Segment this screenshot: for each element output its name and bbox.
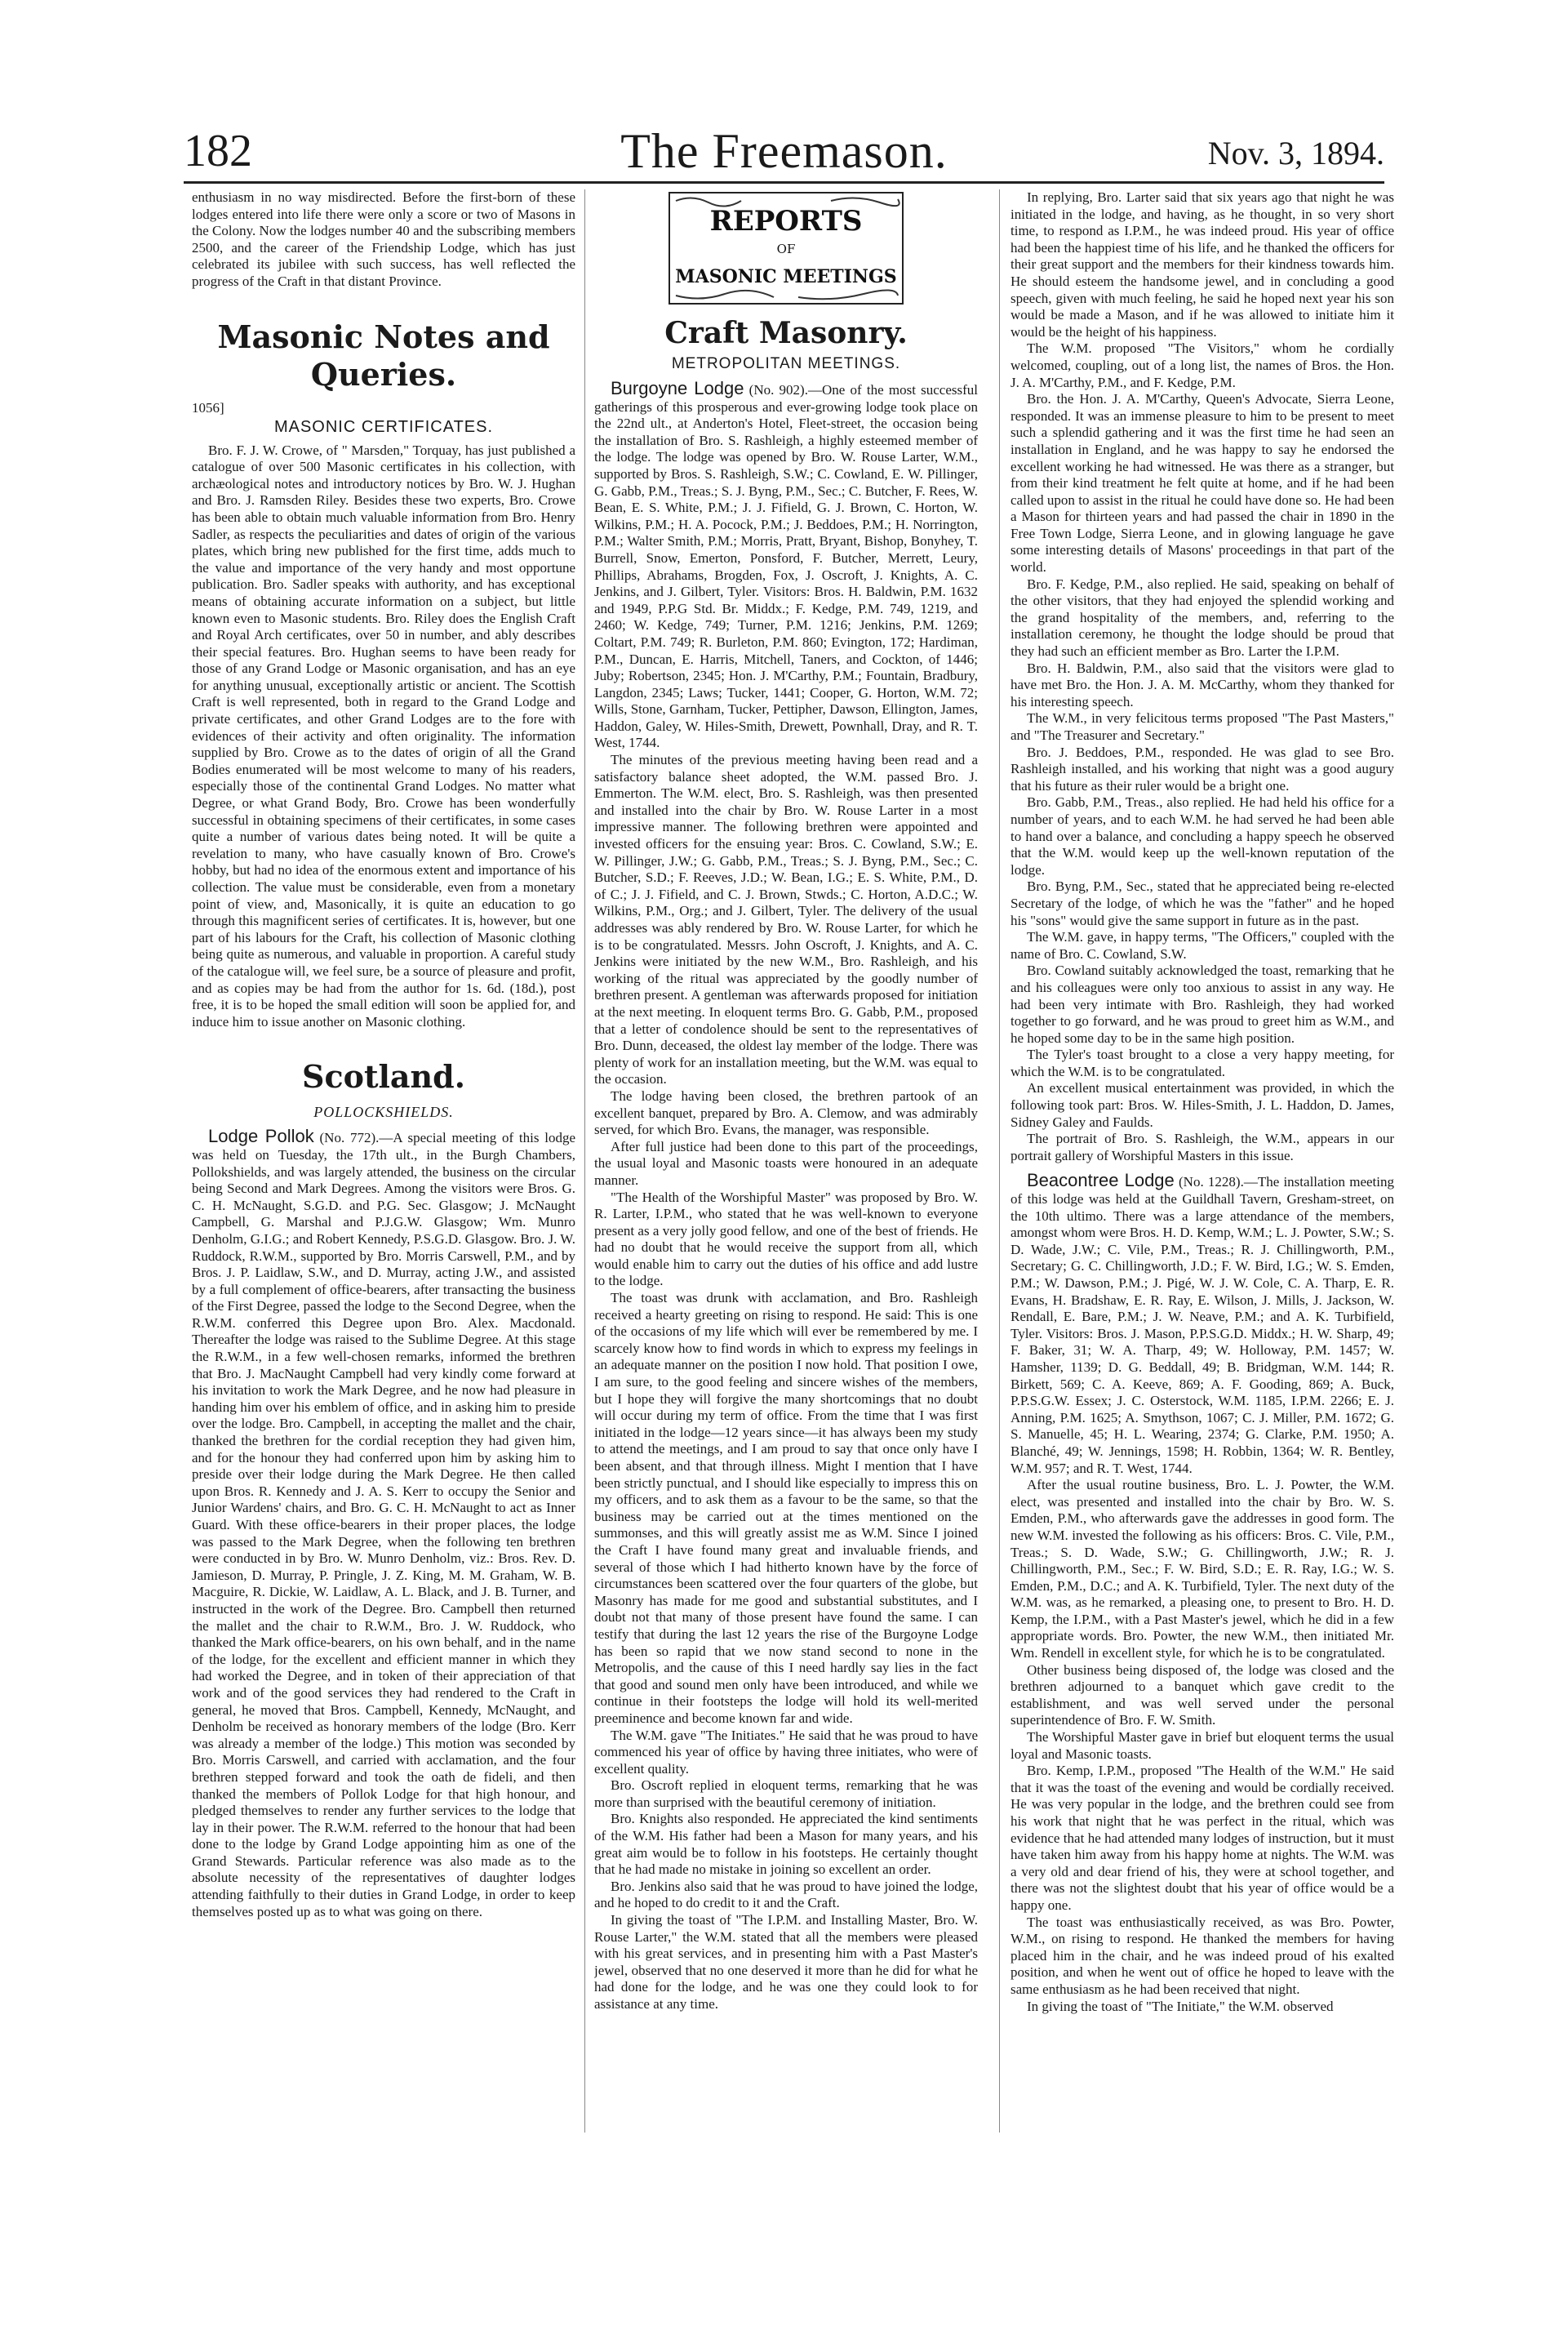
header-rule <box>184 181 1384 184</box>
article-text: (No. 772).—A special meeting of this lodge was held on Tuesday, the 17th ult., in the Burgh Chambers, Pollokshields, and was largely attended, the business on the circular being Second and Mark Degrees. Among the visitors were Bros. G. C. H. McNaught, S.G.D. and P.G. Sec. Glasgow; J. McNaught Campbell, G. Marshal and P.J.G.W. Glasgow; Wm. Munro Denholm, G.I.G.; and Robert Kennedy, P.S.G.D. Glasgow. Bro. J. W. Ruddock, R.W.M., supported by Bro. Morris Carswell, P.M., and by Bros. J. P. Laidlaw, S.W., and D. Murray, acting J.W., and assisted by a full complement of office-bearers, after transacting the business of the First Degree, passed the lodge to the Second Degree, when the R.W.M. conferred this Degree upon Bro. Alex. Macdonald. Thereafter the lodge was raised to the Sublime Degree. At this stage the R.W.M., in a few well-chosen remarks, informed the brethren that Bro. J. MacNaught Campbell had very kindly come forward at his invitation to work the Mark Degree, and he now had pleasure in handing him over his emblem of office, and in asking him to preside over the lodge. Bro. Campbell, in accepting the mallet and the chair, thanked the brethren for the cordial reception they had given him, and for the honour they had conferred upon him by asking him to preside over their lodge during the Mark Degree. He then called upon Bros. R. Kennedy and J. A. S. Kerr to occupy the Senior and Junior Wardens' chairs, and Bro. G. C. H. McNaught to act as Inner Guard. With these office-bearers in their proper places, the lodge was passed to the Mark Degree, when the following ten brethren were conducted in by Bro. W. Munro Denholm, viz.: Bros. Rev. D. Jamieson, D. Murray, P. Pringle, J. Z. King, M. M. Graham, W. B. Macguire, R. Dickie, W. Laidlaw, A. L. Black, and J. B. Turner, and instructed in the work of the Degree. Bro. Campbell then returned the mallet and the chair to R.W.M., Bro. J. W. Ruddock, who thanked the Mark office-bearers, on his own behalf, and in the name of the lodge, for the excellent and efficient manner in which they had worked the Degree, and in token of their appreciation of that work and of the good services they had rendered to the Craft in general, he moved that Bros. Campbell, Kennedy, McNaught, and Denholm be received as honorary members of the lodge (Bro. Kerr was already a member of the lodge.) This motion was seconded by Bro. Morris Carswell, and carried with acclamation, and the four brethren stepped forward and took the oath de fideli, and then thanked the members of Pollok Lodge for that high honour, and pledged themselves to render any further services to the lodge that lay in their power. The R.W.M. referred to the honour that had been done to the lodge by Grand Lodge appointing him as one of the Grand Stewards. Particular reference was also made as to the absolute necessity of the representatives of daughter lodges attending faithfully to their duties in Grand Lodge, in order to keep themselves posted up as to what was going on there. <box>192 1130 575 1919</box>
article-continuation: enthusiasm in no way misdirected. Before the first-born of these lodges entered into life there were only a score or two of Masons in the Colony. Now the lodges number 40 and the subscribing members 2500, and the career of the Friendship Lodge, which has just celebrated its jubilee with such success, has well reflected the progress of the Craft in that distant Province. <box>192 189 575 289</box>
article-paragraph: Bro. Kemp, I.P.M., proposed "The Health of the W.M." He said that it was the toast of the evening and would be cordially received. He was very popular in the lodge, and the brethren could see from his work that night that he was perfect in the ritual, which was evidence that he had attended many lodges of instruction, but it must have taken him away from his happy home at nights. The W.M. was a very old and dear friend of his, they were at school together, and there was not the slightest doubt that his year of office would be a happy one. <box>1011 1763 1394 1913</box>
article-paragraph: The W.M. gave "The Initiates." He said that he was proud to have commenced his year of office by having three initiates, who were of excellent quality. <box>594 1727 978 1777</box>
article-paragraph: In giving the toast of "The Initiate," the W.M. observed <box>1027 1998 1334 2014</box>
lodge-name: Lodge Pollok <box>208 1126 314 1147</box>
article-paragraph: Bro. F. J. W. Crowe, of " Marsden," Torquay, has just published a catalogue of over 500 Masonic certificates in his collection, with archæological notes and introductory notices by Bro. W. J. Hughan and Bro. J. Ramsden Riley. Besides these two experts, Bro. Crowe has been able to obtain much valuable information from Bro. Henry Sadler, as respects the peculiarities and dates of origin of the various plates, which bring new published for the first time, adds much to the value and importance of the very handy and most opportune publication. Bro. Sadler speaks with authority, and has exceptional means of obtaining accurate information on a subject, but little known even to Masonic students. Bro. Riley does the English Craft and Royal Arch certificates, over 50 in number, and ably describes their special features. Bro. Hughan seems to have been ready for those of any Grand Lodge or Masonic organisation, and has an eye for anything unusual, exceptionally artistic or ancient. The Scottish Craft is well represented, both in regard to the Grand Lodge and private certificates, and other Grand Lodges are to the fore with evidences of their activity and often originality. The information supplied by Bro. Crowe as to the dates of origin of all the Grand Bodies enumerated will be most welcome to many of his readers, especially those of the continental Grand Lodges. No matter what Degree, or what Grand Body, Bro. Crowe has been wonderfully successful in obtaining specimens of their certificates, in some cases quite a number of various dates being noted. It will be quite a revelation to many, who have casually known of Bro. Crowe's hobby, but had no idea of the enormous extent and importance of his collection. The value must be considerable, even from a monetary point of view, and, Masonically, it is quite an education to go through this magnificent series of certificates. It is, however, but one part of his labours for the Craft, his collection of Masonic clothing being quite as numerous, and valuable in proportion. A careful study of the catalogue will, we feel sure, be a source of pleasure and profit, and as copies may be had from the author for 1s. 6d. (18d.), post free, it is to be hoped the small edition will soon be applied for, and induce him to issue another on Masonic clothing. <box>192 442 575 1030</box>
column-divider <box>584 189 585 2133</box>
column-divider <box>999 189 1000 2133</box>
banner-word-reports: REPORTS <box>709 205 863 238</box>
place-heading-pollockshields: POLLOCKSHIELDS. <box>313 1104 454 1121</box>
column-2 <box>594 189 978 2149</box>
query-number: 1056] <box>192 399 224 416</box>
article-paragraph: In replying, Bro. Larter said that six years ago that night he was initiated in the lodge, and having, as he thought, in so very short time, to respond as I.P.M., he was indeed proud. His year of office had been the happiest time of his life, and he thanked the officers for their great support and the members for their kindness towards him. He should esteem the handsome jewel, and in concluding a good speech, given with much feeling, he said he hoped next year his son would be made a Mason, and if he was allowed to initiate him it would be the height of his happiness. <box>1011 189 1394 340</box>
article-paragraph: The toast was enthusiastically received, as was Bro. Powter, W.M., on rising to respond. He thanked the members for having placed him in the chair, and he was indeed proud of his exalted position, and when he went out of office he hoped to leave with the same enthusiasm as he had been received that night. <box>1011 1914 1394 1997</box>
article-paragraph: The Tyler's toast brought to a close a very happy meeting, for which the W.M. is to be congratulated. <box>1011 1047 1394 1079</box>
article-paragraph: Bro. F. Kedge, P.M., also replied. He said, speaking on behalf of the other visitors, that they had enjoyed the splendid working and the grand hospitality of the members, and, referring to the installation ceremony, he thought the lodge should be proud that they had such an efficient member as Bro. Larter the I.P.M. <box>1011 576 1394 660</box>
article-paragraph <box>1011 1172 1394 1477</box>
article-paragraph: The W.M. gave, in happy terms, "The Officers," coupled with the name of Bro. C. Cowland, S.W. <box>1011 929 1394 962</box>
article-paragraph: Bro. H. Baldwin, P.M., also said that the visitors were glad to have met Bro. the Hon. J. A. M. McCarthy, whom they thanked for his interesting speech. <box>1011 660 1394 709</box>
issue-date: Nov. 3, 1894. <box>1207 135 1384 171</box>
subsection-heading-metropolitan: METROPOLITAN MEETINGS. <box>671 355 901 372</box>
article-paragraph: The portrait of Bro. S. Rashleigh, the W.M., appears in our portrait gallery of Worshipful Masters in this issue. <box>1011 1131 1394 1163</box>
article-paragraph: The W.M. proposed "The Visitors," whom he cordially welcomed, coupling, out of a long list, the names of Bros. the Hon. J. A. M'Carthy, P.M., and F. Kedge, P.M. <box>1011 340 1394 390</box>
article-paragraph: Bro. Gabb, P.M., Treas., also replied. He had held his office for a number of years, and to each W.M. he had served he had been able to hand over a balance, and concluding a happy speech he observed that the W.M. would keep up the well-known reputation of the lodge. <box>1011 794 1394 878</box>
banner-word-masonic-meetings: MASONIC MEETINGS <box>675 266 897 287</box>
article-paragraph: Bro. Byng, P.M., Sec., stated that he appreciated being re-elected Secretary of the lodge, of which he was the "father" and he hoped his "sons" would give the same support in future as in the past. <box>1011 878 1394 928</box>
article-paragraph: Other business being disposed of, the lodge was closed and the brethren adjourned to a banquet which gave credit to the establishment, and was well served under the personal superintendence of Bro. F. W. Smith. <box>1011 1661 1394 1728</box>
lodge-name: Beacontree Lodge <box>1027 1170 1175 1191</box>
article-paragraph: Bro. the Hon. J. A. M'Carthy, Queen's Advocate, Sierra Leone, responded. It was an immense pleasure to him to be present to meet such a splendid gathering and it was the first time he had seen an installation in England, and he was happy to say he endorsed the excellent working he had witnessed. He was there as a stranger, but from their kind treatment he felt quite at home, and if he had been called upon to assist in the ritual he could have done so. He had been a Mason for thirteen years and had passed the chair in 1890 in the Free Town Lodge, Sierra Leone, and in glowing language he gave some interesting details of Masons' proceedings in that part of the world. <box>1011 391 1394 576</box>
article-text: (No. 902).—One of the most successful gatherings of this prosperous and ever-growing lodge took place on the 22nd ult., at Anderton's Hotel, Fleet-street, the occasion being the installation of Bro. S. Rashleigh, a highly esteemed member of the lodge. The lodge was opened by Bro. W. Rouse Larter, W.M., supported by Bros. S. Rashleigh, S.W.; C. Cowland, E. W. Pillinger, G. Gabb, P.M., Treas.; S. J. Byng, P.M., Sec.; C. Butcher, F. Rees, W. Bean, E. S. White, P.M.; J. J. Fifield, G. J. Brown, C. Horton, W. Wilkins, P.M.; H. A. Pocock, P.M.; J. Beddoes, P.M.; H. Norrington, P.M.; Walter Smith, P.M.; Morris, Pratt, Bryant, Bishop, Bonyhey, T. Burrell, Snow, Emerton, Ponsford, F. Butcher, Merrett, Leury, Phillips, Abrahams, Brogden, Fox, J. Oscroft, J. Knights, A. C. Jenkins, and J. Gilbert, Tyler. Visitors: Bros. H. Baldwin, P.M. 1632 and 1949, P.P.G Std. Br. Middx.; F. Kedge, P.M. 749, 1219, and 2460; W. Kedge, 749; Turner, P.M. 1216; Jenkins, P.M. 1269; Coltart, P.M. 749; R. Burleton, P.M. 860; Evington, 172; Hardiman, P.M., Duncan, E. Harris, Mitchell, Taners, and Cockton, of 1446; Juby; Robertson, 2345; Hon. J. M'Carthy, P.M.; Fountain, Bradbury, Langdon, 2345; Laws; Tucker, 1441; Cooper, G. Horton, W.M. 72; Wills, Stone, Garnham, Tucker, Pettipher, Dawson, Ellington, James, Haddon, Galey, W. Hiles-Smith, Drewett, Pownhall, Dray, and R. T. West, 1744. <box>594 382 978 751</box>
article-paragraph: The toast was drunk with acclamation, and Bro. Rashleigh received a hearty greeting on rising to respond. He said: This is one of the occasions of my life which will ever be remembered by me. I scarcely know how to find words in which to express my feelings in an adequate manner on the position I now hold. That position I owe, I am sure, to the good feeling and sincere wishes of the members, but I hope they will forgive the many shortcomings that no doubt will occur during my term of office. From the time that I was first initiated in the lodge—12 years since—it has always been my study to attend the meetings, and I am proud to say that once only have I been absent, and that through illness. Might I mention that I have been strictly punctual, and I should like especially to impress this on my officers, and to ask them as a favour to be the same, so that the business may be carried out at the times mentioned on the summonses, and this will greatly assist me as W.M. Since I joined the Craft I have found many great and invaluable friends, and several of those which I had hitherto known have by the force of circumstances been scattered over the four quarters of the globe, but Masonry has made for me good and substantial substitutes, and I doubt not that many of those present have found the same. I can testify that during the last 12 years the rise of the Burgoyne Lodge has been so rapid that we now stand second to none in the Metropolis, and the cause of this I need hardly say lies in the fact that good and sound men only have been introduced, and while we continue in their footsteps the lodge will hold its well-merited preeminence and become known far and wide. <box>594 1290 978 1726</box>
newspaper-title: The Freemason. <box>620 124 948 178</box>
article-paragraph: Bro. Knights also responded. He appreciated the kind sentiments of the W.M. His father had been a Mason for many years, and his great aim would be to follow in his footsteps. He certainly thought that he had made no mistake in joining so excellent an order. <box>594 1811 978 1878</box>
article-paragraph: The lodge having been closed, the brethren partook of an excellent banquet, prepared by Bro. A. Clemow, and was admirably served, for which Bro. Evans, the manager, was responsible. <box>594 1087 978 1138</box>
article-paragraph: The minutes of the previous meeting having been read and a satisfactory balance sheet adopted, the W.M. passed Bro. J. Emmerton. The W.M. elect, Bro. S. Rashleigh, was then presented and installed into the chair by Bro. W. Rouse Larter in a most impressive manner. The following brethren were appointed and invested officers for the ensuing year: Bros. C. Cowland, S.W.; E. W. Pillinger, J.W.; G. Gabb, P.M., Treas.; S. J. Byng, P.M., Sec.; C. Butcher, S.D.; F. Reeves, J.D.; W. Bean, I.G.; E. S. White, P.M., D. of C.; J. J. Fifield, and C. J. Brown, Stwds.; C. Horton, A.D.C.; W. Wilkins, P.M., Org.; and J. Gilbert, Tyler. The delivery of the usual addresses was ably rendered by Bro. W. Rouse Larter, for which he is to be congratulated. Messrs. John Oscroft, J. Knights, and A. C. Jenkins were initiated by the new W.M., Bro. Rashleigh, and his working of the ritual was appreciated by the goodly number of brethren present. A gentleman was afterwards proposed for initiation at the next meeting. In eloquent terms Bro. G. Gabb, P.M., proposed that a letter of condolence should be sent to the representatives of Bro. Dunn, deceased, the oldest lay member of the lodge. There was plenty of work for an installation meeting, but the W.M. was equal to the occasion. <box>594 752 978 1087</box>
reports-of-masonic-meetings-banner <box>668 191 904 305</box>
section-heading-craft-masonry: Craft Masonry. <box>664 316 908 350</box>
article-heading-certificates: MASONIC CERTIFICATES. <box>273 417 494 436</box>
column-1 <box>192 189 575 2149</box>
article-paragraph: "The Health of the Worshipful Master" was proposed by Bro. W. R. Larter, I.P.M., who stated that he was well-known to everyone present as a very jolly good fellow, and one of the best of friends. He had no doubt that he would receive the support from all, which would enable him to carry out the duties of his office and add lustre to the lodge. <box>594 1189 978 1289</box>
banner-word-of: OF <box>776 242 796 256</box>
article-paragraph: Bro. Jenkins also said that he was proud to have joined the lodge, and he hoped to do credit to it and the Craft. <box>594 1878 978 1911</box>
section-heading-notes-and-queries: Masonic Notes and Queries. <box>217 318 550 393</box>
article-text: (No. 1228).—The installation meeting of this lodge was held at the Guildhall Tavern, Gresham-street, on the 10th ultimo. There was a large attendance of the members, amongst whom were Bros. H. D. Kemp, W.M.; L. J. Powter, S.W.; S. D. Wade, J.W.; C. Vile, P.M., Treas.; R. J. Chillingworth, P.M., Secretary; G. C. Chillingworth, J.D.; F. W. Bird, I.G.; W. S. Emden, P.M.; W. Dawson, P.M.; J. Pigé, W. J. W. Cole, C. A. Tharp, E. R. Evans, H. Bradshaw, E. R. Ray, E. Wilson, J. Mills, J. Jackson, W. Rendall, E. Bare, P.M.; J. W. Neave, P.M.; and A. K. Turbifield, Tyler. Visitors: Bros. J. Mason, P.P.S.G.D. Middx.; H. W. Sharp, 49; F. Baker, 31; W. A. Tharp, 49; W. Holloway, P.M. 1457; W. Hamsher, 1139; D. G. Beddall, 49; B. Bridgman, W.M. 144; R. Birkett, 569; C. A. Keeve, 869; A. F. Gooding, 869; A. Buck, P.P.S.G.W. Essex; J. C. Osterstock, W.M. 1185, I.P.M. 2266; E. J. Anning, P.M. 1625; A. Smythson, 1067; C. J. Miller, P.M. 1672; G. S. Manuelle, 45; H. L. Wearing, 2374; G. Clarke, P.M. 1950; A. Blanché, 49; W. Jennings, 1598; H. Robbin, 1364; W. R. Bentley, W.M. 957; and R. T. West, 1744. <box>1011 1174 1394 1476</box>
article-paragraph: After full justice had been done to this part of the proceedings, the usual loyal and Masonic toasts were honoured in an adequate manner. <box>594 1138 978 1188</box>
column-3 <box>1011 189 1394 2149</box>
masthead <box>184 122 1384 180</box>
article-paragraph: In giving the toast of "The I.P.M. and Installing Master, Bro. W. Rouse Larter," the W.M. stated that all the members were pleased with his great services, and in presenting him with a Past Master's jewel, observed that no one deserved it more than he did for what he had done for the lodge, and he was one they could look to for assistance at any time. <box>594 1912 978 2012</box>
article-paragraph: After the usual routine business, Bro. L. J. Powter, the W.M. elect, was presented and installed into the chair by Bro. W. S. Emden, P.M., who afterwards gave the addresses in good form. The new W.M. invested the following as his officers: Bros. C. Vile, P.M., Treas.; S. D. Wade, S.W.; G. Chillingworth, J.W.; R. J. Chillingworth, P.M., Sec.; F. W. Bird, S.D.; E. R. Ray, I.G.; W. S. Emden, P.M., D.C.; and A. K. Turbifield, Tyler. The next duty of the W.M. was, as he remarked, a pleasing one, to present to Bro. H. D. Kemp, the I.P.M., with a Past Master's jewel, which he did in a few appropriate words. Bro. Powter, the new W.M., then initiated Mr. Wm. Rendell in excellent style, for which he is to be congratulated. <box>1011 1477 1394 1661</box>
article-paragraph <box>192 1128 575 1920</box>
article-paragraph: Bro. Oscroft replied in eloquent terms, remarking that he was more than surprised with the beautiful ceremony of initiation. <box>594 1777 978 1810</box>
article-paragraph: Bro. J. Beddoes, P.M., responded. He was glad to see Bro. Rashleigh installed, and his working that night was a good augury that his future as their ruler would be a bright one. <box>1011 744 1394 794</box>
article-paragraph <box>594 380 978 752</box>
article-paragraph: The W.M., in very felicitous terms proposed "The Past Masters," and "The Treasurer and Secretary." <box>1011 710 1394 743</box>
article-paragraph: An excellent musical entertainment was provided, in which the following took part: Bros. W. Hiles-Smith, J. L. Haddon, D. James, Sidney Galey and Faulds. <box>1011 1080 1394 1130</box>
article-paragraph: Bro. Cowland suitably acknowledged the toast, remarking that he and his colleagues were only too anxious to assist in any way. He had been very intimate with Bro. Rashleigh, they had worked together to go forward, and he was proud to greet him as W.M., and he hoped some day to be in the same high position. <box>1011 963 1394 1046</box>
article-paragraph: The Worshipful Master gave in brief but eloquent terms the usual loyal and Masonic toasts. <box>1011 1729 1394 1762</box>
lodge-name: Burgoyne Lodge <box>611 378 744 398</box>
section-heading-scotland: Scotland. <box>302 1058 465 1096</box>
page-number: 182 <box>184 126 252 176</box>
